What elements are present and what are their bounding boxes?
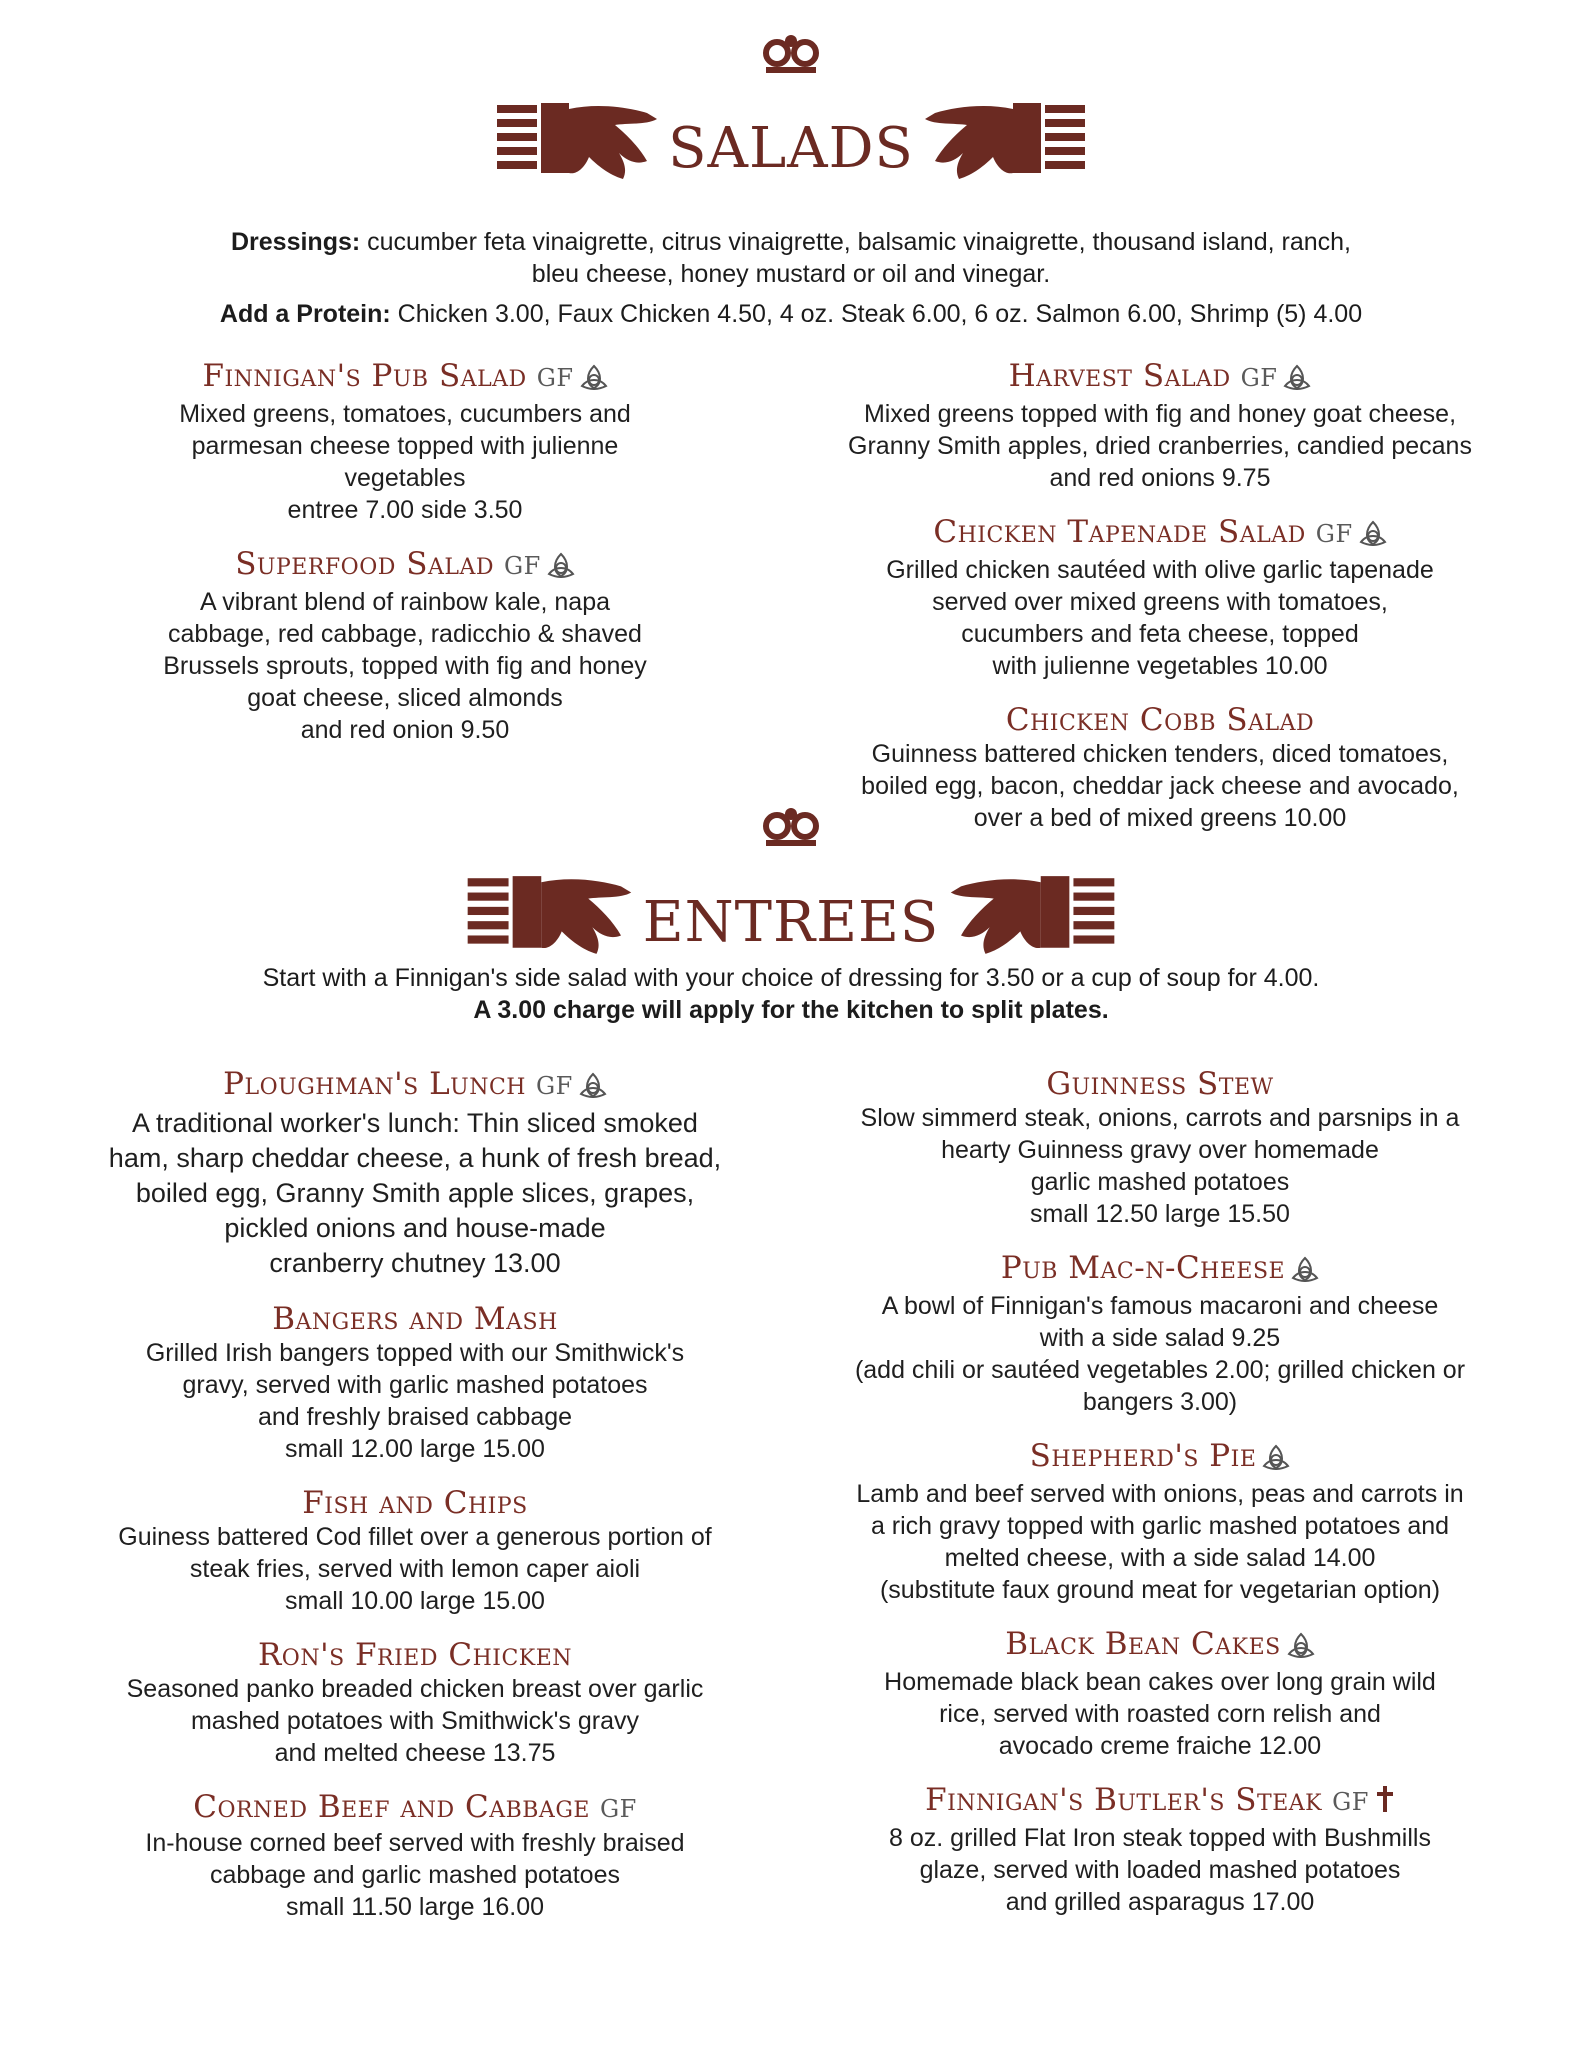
menu-item (820, 1066, 1500, 1230)
menu-item-name: Ploughman's Lunch (223, 1066, 526, 1102)
crown-icon (760, 33, 822, 79)
vegetarian-knot-icon (580, 362, 608, 398)
menu-item-name: Ron's Fried Chicken (257, 1637, 573, 1673)
menu-item-name: Finnigan's Butler's Steak (925, 1782, 1323, 1818)
menu-item-title (95, 358, 715, 398)
menu-item-title (820, 1438, 1500, 1478)
gluten-free-tag: GF (535, 1072, 573, 1100)
menu-item-description: Mixed greens, tomatoes, cucumbers and parmesan cheese topped with julienne vegetables entree 7.00 side 3.50 (179, 400, 631, 524)
menu-item-title (820, 702, 1500, 738)
crown-icon (760, 806, 822, 852)
menu-item (95, 546, 715, 746)
dressings-note (120, 226, 1462, 330)
gluten-free-tag: GF (1315, 520, 1353, 548)
menu-item (820, 702, 1500, 834)
menu-item-title (95, 1301, 735, 1337)
salads-left-column (95, 358, 715, 766)
menu-item-name: Shepherd's Pie (1029, 1438, 1257, 1474)
menu-item-title (95, 1789, 735, 1827)
hand-left-icon (467, 868, 637, 960)
cross-icon (1375, 1784, 1395, 1822)
menu-item-title (820, 514, 1500, 554)
vegetarian-knot-icon (1262, 1442, 1290, 1478)
menu-item-name: Pub Mac-n-Cheese (1000, 1250, 1286, 1286)
hand-right-icon (920, 95, 1085, 185)
menu-item (820, 358, 1500, 494)
menu-item (95, 1485, 735, 1617)
menu-item-title (95, 1066, 735, 1106)
menu-item-description: Grilled chicken sautéed with olive garlic tapenade served over mixed greens with tomatoes, cucumbers and feta cheese, topped with julienne vegetables 10.00 (886, 556, 1434, 680)
menu-item-name: Fish and Chips (302, 1485, 528, 1521)
menu-item (95, 1301, 735, 1465)
menu-item-description: Lamb and beef served with onions, peas and carrots in a rich gravy topped with garlic mashed potatoes and melted cheese, with a side salad 14.00 (substitute faux ground meat for vegetarian option) (856, 1480, 1464, 1604)
protein-label: Add a Protein: (219, 300, 391, 328)
menu-item-title (820, 1250, 1500, 1290)
split-plates-note: A 3.00 charge will apply for the kitchen to split plates. (473, 996, 1109, 1024)
menu-item-description: Grilled Irish bangers topped with our Smithwick's gravy, served with garlic mashed potatoes and freshly braised cabbage small 12.00 large 15.00 (145, 1339, 685, 1463)
gluten-free-tag: GF (536, 364, 574, 392)
vegetarian-knot-icon (579, 1070, 607, 1106)
menu-item-description: Slow simmerd steak, onions, carrots and parsnips in a hearty Guinness gravy over homemade garlic mashed potatoes small 12.50 large 15.50 (860, 1104, 1460, 1228)
menu-item-title (820, 1782, 1500, 1822)
menu-item-description: Guiness battered Cod fillet over a generous portion of steak fries, served with lemon caper aioli small 10.00 large 15.00 (118, 1523, 712, 1615)
menu-item (820, 1782, 1500, 1918)
menu-item (820, 514, 1500, 682)
menu-item-name: Finnigan's Pub Salad (202, 358, 527, 394)
menu-item-description: Mixed greens topped with fig and honey goat cheese, Granny Smith apples, dried cranberries, candied pecans and red onions 9.75 (848, 400, 1472, 492)
dressings-label: Dressings: (230, 228, 361, 256)
menu-item-description: In-house corned beef served with freshly braised cabbage and garlic mashed potatoes small 11.50 large 16.00 (145, 1829, 685, 1921)
menu-item-title (820, 1066, 1500, 1102)
vegetarian-knot-icon (1291, 1254, 1319, 1290)
hand-right-icon (945, 868, 1115, 960)
menu-item-name: Harvest Salad (1008, 358, 1231, 394)
salads-banner (0, 95, 1582, 185)
menu-item-name: Chicken Cobb Salad (1005, 702, 1315, 738)
entrees-heading: ENTREES (642, 889, 940, 955)
menu-item (95, 1066, 735, 1281)
menu-item (95, 1637, 735, 1769)
vegetarian-knot-icon (1283, 362, 1311, 398)
menu-item-name: Chicken Tapenade Salad (933, 514, 1306, 550)
salads-heading: SALADS (668, 115, 914, 181)
dressings-text: cucumber feta vinaigrette, citrus vinaigrette, balsamic vinaigrette, thousand island, ranch, (360, 228, 1351, 256)
menu-item-description: 8 oz. grilled Flat Iron steak topped with Bushmills glaze, served with loaded mashed potatoes and grilled asparagus 17.00 (889, 1824, 1431, 1916)
entrees-right-column (820, 1066, 1500, 1938)
menu-item-description: A vibrant blend of rainbow kale, napa cabbage, red cabbage, radicchio & shaved Brussels sprouts, topped with fig and honey goat cheese, sliced almonds and red onion 9.50 (163, 588, 647, 744)
hand-left-icon (497, 95, 662, 185)
menu-item-title (95, 1485, 735, 1521)
entrees-intro: Start with a Finnigan's side salad with your choice of dressing for 3.50 or a cup of soup for 4.00. (262, 964, 1320, 992)
menu-item-title (820, 1626, 1500, 1666)
gluten-free-tag: GF (503, 552, 541, 580)
vegetarian-knot-icon (547, 550, 575, 586)
menu-item-description: A traditional worker's lunch: Thin sliced smoked ham, sharp cheddar cheese, a hunk of fresh bread, boiled egg, Granny Smith apple slices, grapes, pickled onions and house-made cranberry chutney 13.00 (108, 1108, 722, 1278)
vegetarian-knot-icon (1287, 1630, 1315, 1666)
menu-item-title (95, 546, 715, 586)
menu-item-description: Homemade black bean cakes over long grain wild rice, served with roasted corn relish and avocado creme fraiche 12.00 (884, 1668, 1436, 1760)
menu-item (95, 1789, 735, 1923)
protein-text: Chicken 3.00, Faux Chicken 4.50, 4 oz. Steak 6.00, 6 oz. Salmon 6.00, Shrimp (5) 4.00 (390, 300, 1363, 328)
entrees-left-column (95, 1066, 735, 1943)
entrees-note (120, 962, 1462, 1026)
dressings-text-2: bleu cheese, honey mustard or oil and vinegar. (531, 260, 1051, 288)
menu-item-title (820, 358, 1500, 398)
menu-item-title (95, 1637, 735, 1673)
menu-item-name: Superfood Salad (235, 546, 494, 582)
gluten-free-tag: GF (599, 1795, 637, 1823)
menu-item (95, 358, 715, 526)
menu-item-description: Seasoned panko breaded chicken breast over garlic mashed potatoes with Smithwick's gravy and melted cheese 13.75 (126, 1675, 704, 1767)
menu-item-description: A bowl of Finnigan's famous macaroni and cheese with a side salad 9.25 (add chili or sautéed vegetables 2.00; grilled chicken or bangers 3.00) (854, 1292, 1466, 1416)
menu-item-description: Guinness battered chicken tenders, diced tomatoes, boiled egg, bacon, cheddar jack cheese and avocado, over a bed of mixed greens 10.00 (861, 740, 1459, 832)
menu-item (820, 1626, 1500, 1762)
menu-item (820, 1250, 1500, 1418)
gluten-free-tag: GF (1332, 1788, 1369, 1816)
menu-item-name: Black Bean Cakes (1005, 1626, 1281, 1662)
menu-item (820, 1438, 1500, 1606)
menu-item-name: Bangers and Mash (272, 1301, 558, 1337)
menu-item-name: Corned Beef and Cabbage (193, 1789, 590, 1825)
vegetarian-knot-icon (1359, 518, 1387, 554)
menu-item-name: Guinness Stew (1046, 1066, 1274, 1102)
salads-right-column (820, 358, 1500, 854)
gluten-free-tag: GF (1240, 364, 1278, 392)
entrees-banner (0, 868, 1582, 960)
